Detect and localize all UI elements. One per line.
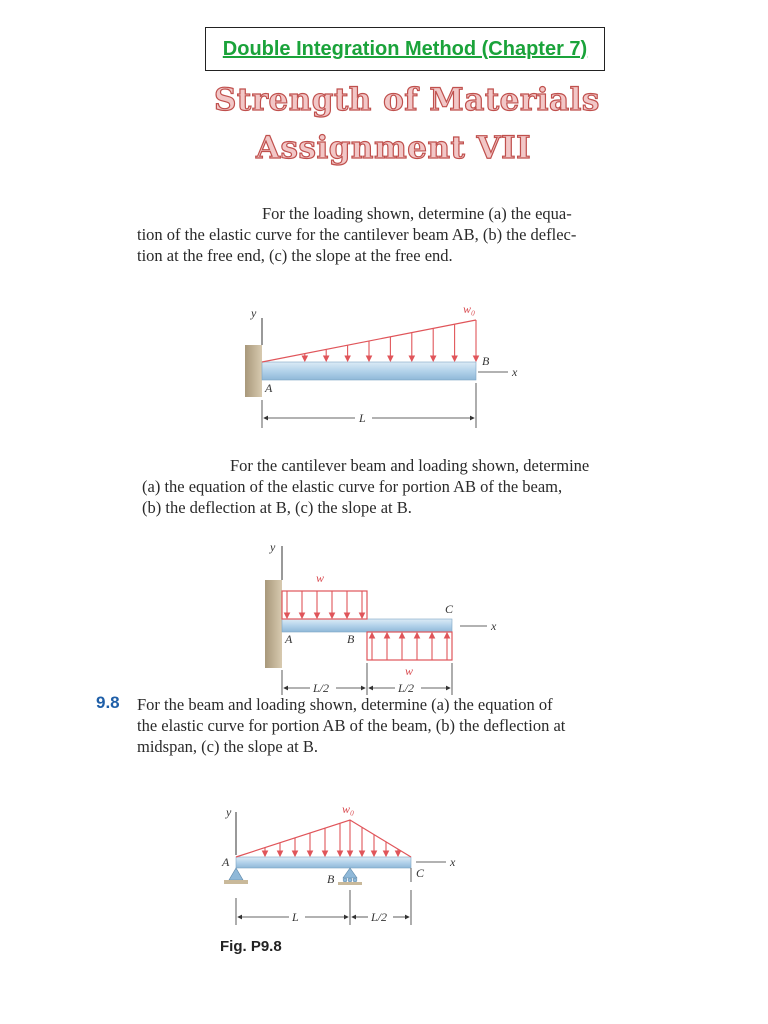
chapter-header-label: Double Integration Method (Chapter 7) xyxy=(222,37,588,60)
problem-1-line-3: tion at the free end, (c) the slope at the free end. xyxy=(137,246,453,265)
problem-3-number: 9.8 xyxy=(96,693,120,712)
fig2-a-label: A xyxy=(285,632,293,646)
fig1-load-arrows xyxy=(305,320,476,361)
fig2-b-label: B xyxy=(347,632,355,646)
fig3-roller-1 xyxy=(343,878,347,882)
fig2-span2-label: L/2 xyxy=(398,681,415,695)
figure-caption: Fig. P9.8 xyxy=(220,938,282,955)
fig3-span2-label: L/2 xyxy=(371,910,388,924)
fig3-y-label: y xyxy=(226,805,232,819)
fig2-top-load-arrows xyxy=(287,591,362,618)
fig2-c-label: C xyxy=(445,602,454,616)
fig1-beam xyxy=(262,362,476,380)
fig2-span1-label: L/2 xyxy=(313,681,330,695)
fig3-beam xyxy=(236,857,411,868)
problem-3-line-2: the elastic curve for portion AB of the beam, (b) the deflection at xyxy=(137,716,566,735)
fig2-top-load-label: w xyxy=(316,571,325,585)
problem-3-line-1: For the beam and loading shown, determine (a) the equation of xyxy=(137,695,553,714)
fig3-x-label: x xyxy=(450,855,456,869)
figure-2 xyxy=(265,540,497,695)
figure-1 xyxy=(245,302,518,428)
problem-2-line-3: (b) the deflection at B, (c) the slope at B. xyxy=(142,498,412,517)
fig1-b-label: B xyxy=(482,354,490,368)
fig1-x-label: x xyxy=(512,365,518,379)
fig3-roller-3 xyxy=(353,878,357,882)
fig3-roller-support-b xyxy=(343,868,357,878)
fig3-pin-support-a xyxy=(229,868,243,880)
problem-1-line-2: tion of the elastic curve for the cantilever beam AB, (b) the deflec- xyxy=(137,225,577,244)
fig2-wall xyxy=(265,580,282,668)
fig1-wall xyxy=(245,345,262,397)
fig3-load-label: w₀ xyxy=(342,802,355,816)
fig3-c-label: C xyxy=(416,866,425,880)
course-title: Strength of Materials xyxy=(214,82,600,118)
fig2-y-label: y xyxy=(270,540,276,554)
fig3-ground-b xyxy=(338,882,362,885)
assignment-title: Assignment VII xyxy=(256,130,532,166)
problem-2-line-2: (a) the equation of the elastic curve for portion AB of the beam, xyxy=(142,477,563,496)
figure-3 xyxy=(221,802,456,925)
fig2-bottom-load-box xyxy=(367,632,452,660)
fig3-b-label: B xyxy=(327,872,335,886)
fig3-roller-2 xyxy=(348,878,352,882)
fig2-bottom-load-label: w xyxy=(405,664,414,678)
fig2-x-label: x xyxy=(491,619,497,633)
problem-2-line-1: For the cantilever beam and loading shown, determine xyxy=(230,456,590,475)
fig1-load-label: w₀ xyxy=(463,302,476,316)
fig2-bottom-load-arrows xyxy=(372,633,447,660)
fig1-a-label: A xyxy=(265,381,273,395)
fig3-load-line xyxy=(236,820,411,857)
fig3-ground-a xyxy=(224,880,248,884)
fig1-y-label: y xyxy=(251,306,257,320)
fig2-beam xyxy=(282,619,452,632)
fig3-a-label: A xyxy=(222,855,230,869)
problem-3-line-3: midspan, (c) the slope at B. xyxy=(137,737,319,756)
fig3-span1-label: L xyxy=(292,910,299,924)
fig1-span-label: L xyxy=(359,411,366,425)
fig2-top-load-box xyxy=(282,591,367,619)
problem-1-line-1: For the loading shown, determine (a) the equa- xyxy=(262,204,572,223)
